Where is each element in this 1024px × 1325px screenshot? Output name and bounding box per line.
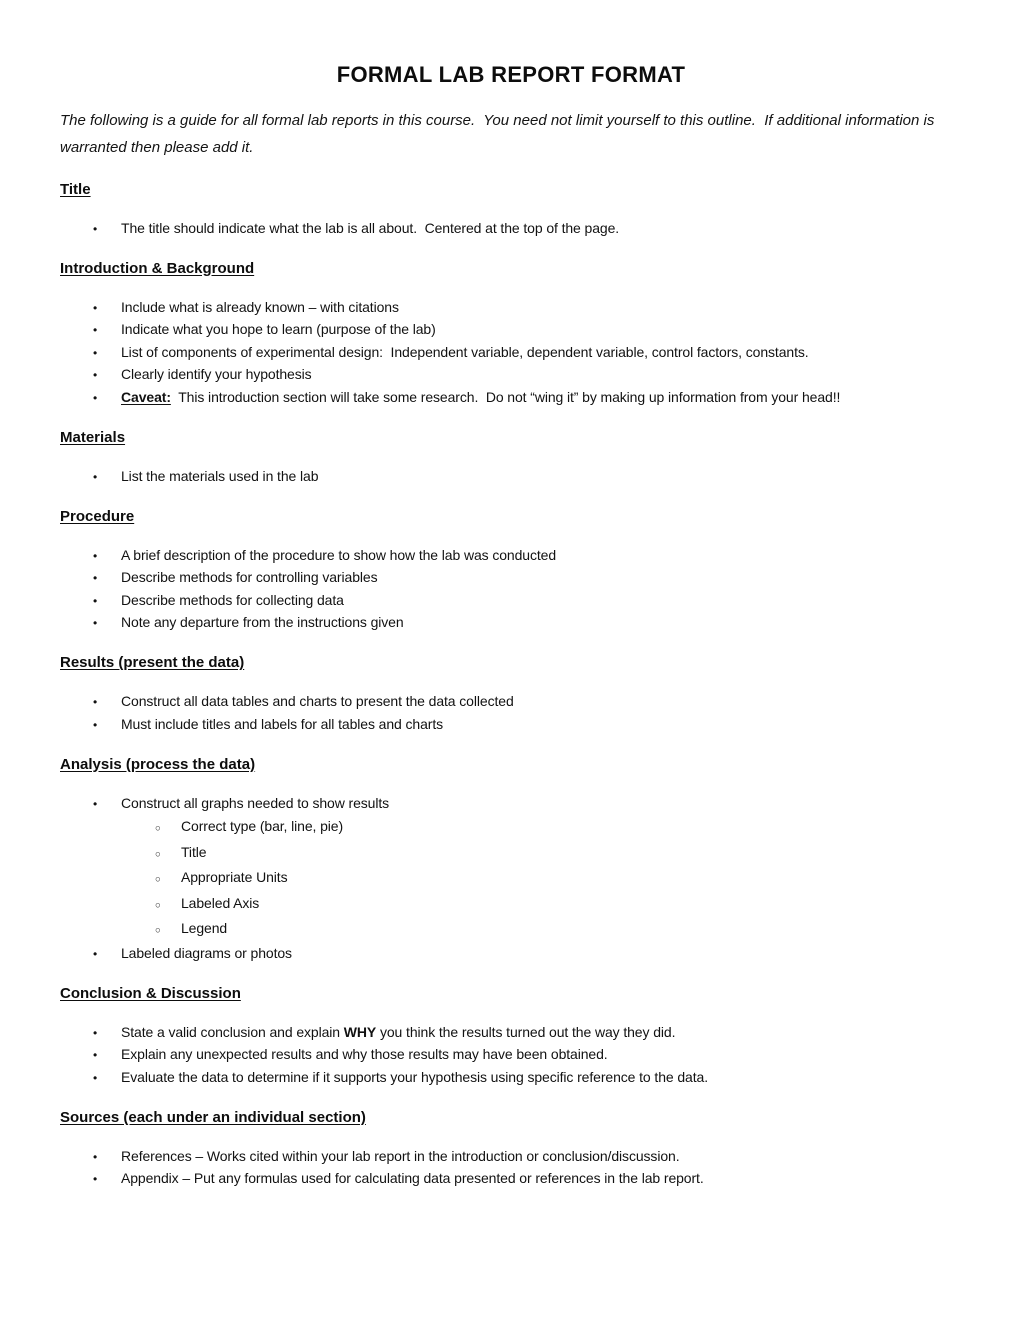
- document-section: [60, 506, 962, 635]
- list-item: [60, 364, 962, 387]
- section-heading: Conclusion & Discussion: [60, 984, 241, 1002]
- list-item: [60, 714, 962, 737]
- document-section: [60, 427, 962, 489]
- bullet-icon: •: [93, 571, 98, 585]
- document-section: [60, 1107, 962, 1191]
- bullet-icon: •: [93, 593, 98, 608]
- section-heading: Introduction & Background: [60, 259, 255, 277]
- bullet-icon: •: [93, 323, 98, 337]
- bullet-icon: •: [93, 616, 98, 630]
- list-item-text: Evaluate the data to determine if it supports your hypothesis using specific reference to the data.: [121, 1068, 709, 1085]
- list-item-text: List of components of experimental design: Independent variable, dependent variable, control factors, constants.: [121, 343, 809, 360]
- list-item-text: Legend: [181, 920, 228, 936]
- section-heading: Materials: [60, 428, 126, 446]
- list-item-text: Correct type (bar, line, pie): [181, 818, 344, 834]
- bullet-icon: •: [93, 1172, 98, 1186]
- list-item: [60, 1022, 962, 1045]
- sections-container: [60, 179, 962, 1191]
- list-item-text: Note any departure from the instructions given: [121, 614, 404, 630]
- list-item-text: Title: [181, 843, 207, 860]
- list-item: [60, 691, 962, 714]
- page-title: FORMAL LAB REPORT FORMAT: [336, 62, 686, 87]
- bullet-icon: •: [93, 469, 98, 484]
- list-item-text: Labeled Axis: [181, 894, 260, 911]
- bullet-icon: •: [93, 300, 98, 315]
- section-heading: Analysis (process the data): [60, 755, 256, 773]
- sub-list-item: [60, 892, 962, 918]
- section-heading: Results (present the data): [60, 654, 245, 671]
- list-item: [60, 1067, 962, 1090]
- list-item-text: Describe methods for controlling variables: [121, 569, 378, 585]
- bullet-icon: •: [93, 221, 98, 236]
- bullet-icon: •: [93, 1149, 98, 1164]
- bullet-icon: •: [93, 1025, 98, 1040]
- bullet-icon: •: [93, 345, 98, 360]
- list-item: [60, 218, 962, 241]
- list-item-text: State a valid conclusion and explain WHY you think the results turned out the way they did.: [121, 1023, 676, 1040]
- list-item: [60, 612, 962, 635]
- bullet-icon: •: [93, 717, 98, 732]
- bullet-icon: •: [93, 368, 98, 382]
- list-item: [60, 319, 962, 342]
- bullet-icon: •: [93, 548, 98, 563]
- list-item-text: Appropriate Units: [181, 869, 288, 885]
- list-item-text: Clearly identify your hypothesis: [121, 366, 312, 382]
- list-item-text: Construct all graphs needed to show results: [121, 794, 390, 811]
- list-item: [60, 1044, 962, 1067]
- list-item: [60, 342, 962, 365]
- list-item: [60, 793, 962, 816]
- intro-paragraph: The following is a guide for all formal lab reports in this course. You need not limit yourself to this outline. If additional information is warranted then please add it.: [60, 112, 939, 156]
- list-item-text: Appendix – Put any formulas used for calculating data presented or references in the lab report.: [121, 1170, 704, 1186]
- list-item-text: Caveat: This introduction section will take some research. Do not “wing it” by making up information from your head!!: [121, 388, 841, 405]
- document-section: [60, 754, 962, 966]
- list-item-text: Indicate what you hope to learn (purpose of the lab): [121, 321, 436, 337]
- circle-bullet-icon: ○: [155, 848, 161, 860]
- sub-list-item: [60, 917, 962, 943]
- list-item: [60, 545, 962, 568]
- document-section: [60, 652, 962, 736]
- list-item-text: Explain any unexpected results and why those results may have been obtained.: [121, 1046, 608, 1062]
- section-heading: Title: [60, 180, 91, 198]
- document-section: [60, 258, 962, 410]
- section-heading: Procedure: [60, 507, 135, 525]
- list-item: [60, 387, 962, 410]
- circle-bullet-icon: ○: [155, 874, 161, 885]
- list-item-text: Describe methods for collecting data: [121, 591, 344, 608]
- bullet-icon: •: [93, 1048, 98, 1062]
- sub-list-item: [60, 866, 962, 892]
- list-item: [60, 1168, 962, 1191]
- list-item-text: References – Works cited within your lab report in the introduction or conclusion/discussion.: [121, 1147, 680, 1164]
- list-item: [60, 297, 962, 320]
- circle-bullet-icon: ○: [155, 823, 161, 834]
- sub-list-item: [60, 815, 962, 841]
- list-item-text: List the materials used in the lab: [121, 467, 319, 484]
- list-item-text: A brief description of the procedure to show how the lab was conducted: [121, 546, 557, 563]
- bullet-icon: •: [93, 1070, 98, 1085]
- circle-bullet-icon: ○: [155, 925, 161, 936]
- list-item: [60, 943, 962, 966]
- list-item: [60, 590, 962, 613]
- list-item: [60, 466, 962, 489]
- bullet-icon: •: [93, 390, 98, 405]
- section-heading: Sources (each under an individual section): [60, 1108, 366, 1126]
- document-section: [60, 179, 962, 241]
- list-item-text: Construct all data tables and charts to present the data collected: [121, 693, 514, 709]
- list-item-text: Include what is already known – with citations: [121, 298, 399, 315]
- list-item-text: Must include titles and labels for all tables and charts: [121, 715, 444, 732]
- list-item: [60, 567, 962, 590]
- bullet-icon: •: [93, 946, 98, 961]
- bullet-icon: •: [93, 796, 98, 811]
- list-item: [60, 1146, 962, 1169]
- circle-bullet-icon: ○: [155, 899, 161, 911]
- bullet-icon: •: [93, 695, 98, 709]
- sub-list-item: [60, 841, 962, 867]
- document-section: [60, 983, 962, 1090]
- list-item-text: Labeled diagrams or photos: [121, 944, 292, 961]
- list-item-text: The title should indicate what the lab is all about. Centered at the top of the page.: [121, 219, 620, 236]
